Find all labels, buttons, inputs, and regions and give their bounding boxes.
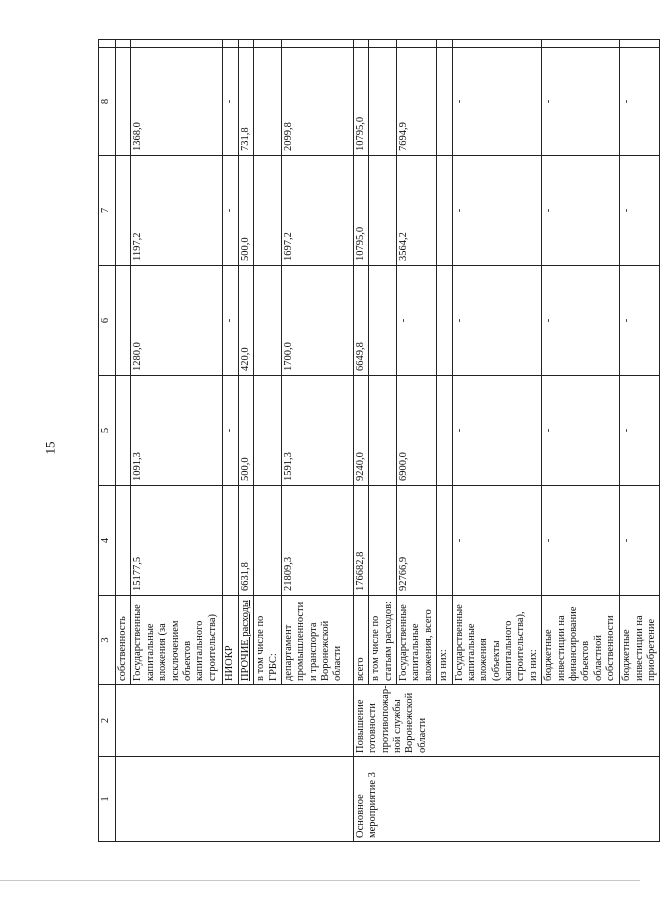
extra-cell <box>254 40 282 48</box>
extra-cell <box>116 40 131 48</box>
row-value: 15177,5 <box>131 486 223 596</box>
header-cell: 5 <box>99 376 116 486</box>
extra-cell <box>542 40 620 48</box>
scan-edge-line <box>0 880 640 881</box>
row-value: - <box>223 266 238 376</box>
header-cell: 6 <box>99 266 116 376</box>
row-value <box>437 376 452 486</box>
row-value: - <box>223 48 238 156</box>
row-value: - <box>620 486 660 596</box>
row-value <box>437 48 452 156</box>
row-value: - <box>452 486 542 596</box>
row-value <box>223 486 238 596</box>
row-value: - <box>397 266 437 376</box>
row-label: Государственные капитальные вложения, всего <box>397 596 437 685</box>
row-value: 500,0 <box>238 376 253 486</box>
row-value: 1091,3 <box>131 376 223 486</box>
header-row <box>99 40 116 842</box>
row-value: - <box>620 376 660 486</box>
row-value <box>369 156 397 266</box>
extra-cell <box>353 40 368 48</box>
row-label: ПРОЧИЕ расходы <box>238 596 253 685</box>
row-label: Государственные капитальные вложения (объекты капитального строительства), из них: <box>452 596 542 685</box>
header-cell: 4 <box>99 486 116 596</box>
header-cell: 3 <box>99 596 116 685</box>
row-label: из них: <box>437 596 452 685</box>
row-value: 731,8 <box>238 48 253 156</box>
extra-cell <box>620 40 660 48</box>
row-value <box>254 48 282 156</box>
row-value: 3564,2 <box>397 156 437 266</box>
row-value: 10795,0 <box>353 156 368 266</box>
row-label: в том числе по ГРБС: <box>254 596 282 685</box>
row-value: - <box>542 486 620 596</box>
rotated-table-container <box>98 48 657 842</box>
row-value <box>437 486 452 596</box>
row-value: - <box>452 48 542 156</box>
row-merged-cell <box>116 757 354 842</box>
row-value: 500,0 <box>238 156 253 266</box>
row-label: департамент промышленности и транспорта Воронежской области <box>281 596 353 685</box>
extra-cell <box>131 40 223 48</box>
row-value: - <box>542 266 620 376</box>
budget-table <box>98 39 660 842</box>
extra-cell <box>223 40 238 48</box>
row-value <box>369 48 397 156</box>
row-value: 6631,8 <box>238 486 253 596</box>
row-value <box>369 486 397 596</box>
row-value <box>254 156 282 266</box>
row-value: 1368,0 <box>131 48 223 156</box>
row-value: - <box>542 376 620 486</box>
row-value: - <box>542 156 620 266</box>
row-value: 1700,0 <box>281 266 353 376</box>
header-cell: 1 <box>99 757 116 842</box>
row-value: 92766,9 <box>397 486 437 596</box>
row-value: 1280,0 <box>131 266 223 376</box>
row-value: - <box>223 376 238 486</box>
row-label: бюджетные инвестиции на приобретение <box>620 596 660 685</box>
row-value: 2099,8 <box>281 48 353 156</box>
row-value: 1591,3 <box>281 376 353 486</box>
row-value: 9240,0 <box>353 376 368 486</box>
row-value <box>254 486 282 596</box>
extra-cell <box>437 40 452 48</box>
measure-description-cell: Повышение готовности противопожар-ной службы Воронежской области <box>353 685 659 757</box>
row-value <box>116 266 131 376</box>
row-label: всего <box>353 596 368 685</box>
row-value: - <box>452 266 542 376</box>
row-value: 6900,0 <box>397 376 437 486</box>
row-value: 21809,3 <box>281 486 353 596</box>
extra-cell <box>397 40 437 48</box>
row-value: - <box>620 48 660 156</box>
row-label: НИОКР <box>223 596 238 685</box>
row-value: - <box>542 48 620 156</box>
header-cell-extra <box>99 40 116 48</box>
row-value: - <box>452 156 542 266</box>
row-value: 7694,9 <box>397 48 437 156</box>
row-value: 420,0 <box>238 266 253 376</box>
extra-cell <box>369 40 397 48</box>
row-merged-cell <box>116 685 354 757</box>
row-label: в том числе по статьям расходов: <box>369 596 397 685</box>
row-value: 1197,2 <box>131 156 223 266</box>
row-label: бюджетные инвестиции на финансирование объектов областной собственности <box>542 596 620 685</box>
extra-cell <box>238 40 253 48</box>
row-value <box>369 266 397 376</box>
row-value <box>437 156 452 266</box>
extra-cell <box>281 40 353 48</box>
row-value: 1697,2 <box>281 156 353 266</box>
header-cell: 2 <box>99 685 116 757</box>
page-number: 15 <box>42 441 58 455</box>
table-row <box>116 40 131 842</box>
row-value <box>369 376 397 486</box>
row-label: собственность <box>116 596 131 685</box>
row-value: - <box>223 156 238 266</box>
row-value <box>116 156 131 266</box>
extra-cell <box>452 40 542 48</box>
row-value: - <box>620 156 660 266</box>
table-row <box>353 40 368 842</box>
row-value: 176682,8 <box>353 486 368 596</box>
row-value <box>116 376 131 486</box>
measure-name-cell: Основное мероприятие 3 <box>353 757 659 842</box>
row-value: - <box>452 376 542 486</box>
row-value <box>437 266 452 376</box>
row-value: 6649,8 <box>353 266 368 376</box>
row-value <box>116 48 131 156</box>
header-cell: 8 <box>99 48 116 156</box>
row-value <box>254 266 282 376</box>
row-label: Государственные капитальные вложения (за исключением объектов капитального строительства) <box>131 596 223 685</box>
row-value <box>116 486 131 596</box>
row-value <box>254 376 282 486</box>
header-cell: 7 <box>99 156 116 266</box>
row-value: 10795,0 <box>353 48 368 156</box>
row-value: - <box>620 266 660 376</box>
